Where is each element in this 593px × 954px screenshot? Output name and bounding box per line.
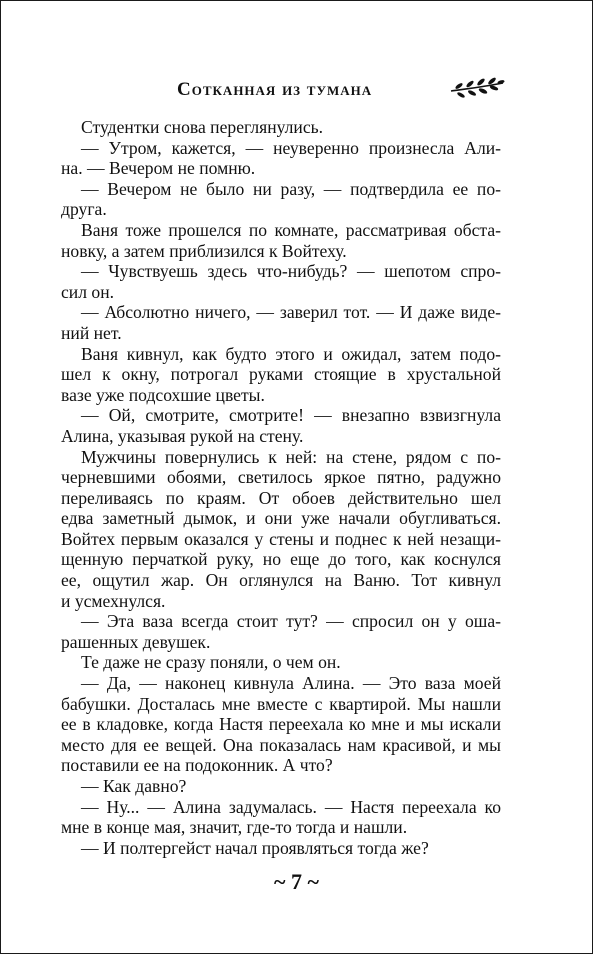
text-line: Мужчины повернулись к ней: на стене, рядом с по- xyxy=(81,446,501,467)
text-line: переливаясь по краям. От обоев действительно шел xyxy=(61,487,501,508)
text-line: место для ее вещей. Она показалась нам красивой, и мы xyxy=(61,734,501,755)
page-header xyxy=(1,73,592,109)
text-line: вазе уже подсохшие цветы. xyxy=(61,384,265,405)
text-line: едва заметный дымок, и они уже начали обугливаться. xyxy=(61,508,501,529)
text-line: на. — Вечером не помню. xyxy=(61,158,256,179)
text-line: — И полтергейст начал проявляться тогда же? xyxy=(81,837,429,858)
text-line: — Чувствуешь здесь что-нибудь? — шепотом спро- xyxy=(81,261,501,282)
text-line: Ваня кивнул, как будто этого и ожидал, затем подо- xyxy=(81,343,501,364)
text-line: — Вечером не было ни разу, — подтвердила ее по- xyxy=(81,178,501,199)
text-line: Алина, указывая рукой на стену. xyxy=(61,425,304,446)
text-line: новку, а затем приблизился к Войтеху. xyxy=(61,240,347,261)
text-line: рашенных девушек. xyxy=(61,631,211,652)
text-line: шел к окну, потрогал руками стоящие в хрустальной xyxy=(61,364,501,385)
text-line: и усмехнулся. xyxy=(61,590,166,611)
text-line: ний нет. xyxy=(61,322,122,343)
text-line: Войтех первым оказался у стены и поднес к ней незащи- xyxy=(61,528,501,549)
text-line: — Эта ваза всегда стоит тут? — спросил он у оша- xyxy=(81,611,501,632)
text-line: — Абсолютно ничего, — заверил тот. — И даже виде- xyxy=(81,302,501,323)
text-line: бабушки. Досталась мне вместе с квартирой. Мы нашли xyxy=(61,693,501,714)
text-line: — Да, — наконец кивнула Алина. — Это ваза моей xyxy=(81,673,501,694)
text-line: Студентки снова переглянулись. xyxy=(81,117,324,137)
text-line: Ваня тоже прошелся по комнате, рассматривая обста- xyxy=(81,219,501,240)
text-line: — Ну... — Алина задумалась. — Настя переехала ко xyxy=(81,796,501,817)
text-line: черневшими обоями, светилось яркое пятно, радужно xyxy=(61,467,501,488)
text-line: — Ой, смотрите, смотрите! — внезапно взвизгнула xyxy=(81,405,501,426)
text-line: Те даже не сразу поняли, о чем он. xyxy=(81,652,341,673)
text-line: сил он. xyxy=(61,281,115,302)
page-number: ~ 7 ~ xyxy=(274,869,319,894)
text-line: ее в кладовке, когда Настя переехала ко мне и мы искали xyxy=(61,714,501,735)
text-line: поставили ее на подоконник. А что? xyxy=(61,755,333,776)
text-line: друга. xyxy=(61,199,107,220)
body-text xyxy=(61,117,501,858)
running-title: Сотканная из тумана xyxy=(177,79,373,100)
text-line: ее, ощутил жар. Он оглянулся на Ваню. Тот кивнул xyxy=(61,570,501,591)
text-line: — Как давно? xyxy=(81,776,187,796)
text-line: щенную перчаткой руку, но еще до того, как коснулся xyxy=(61,549,501,570)
laurel-branch-icon xyxy=(449,77,505,101)
text-line: — Утром, кажется, — неуверенно произнесла Али- xyxy=(81,137,501,158)
text-line: мне в конце мая, значит, где-то тогда и нашли. xyxy=(61,817,408,838)
